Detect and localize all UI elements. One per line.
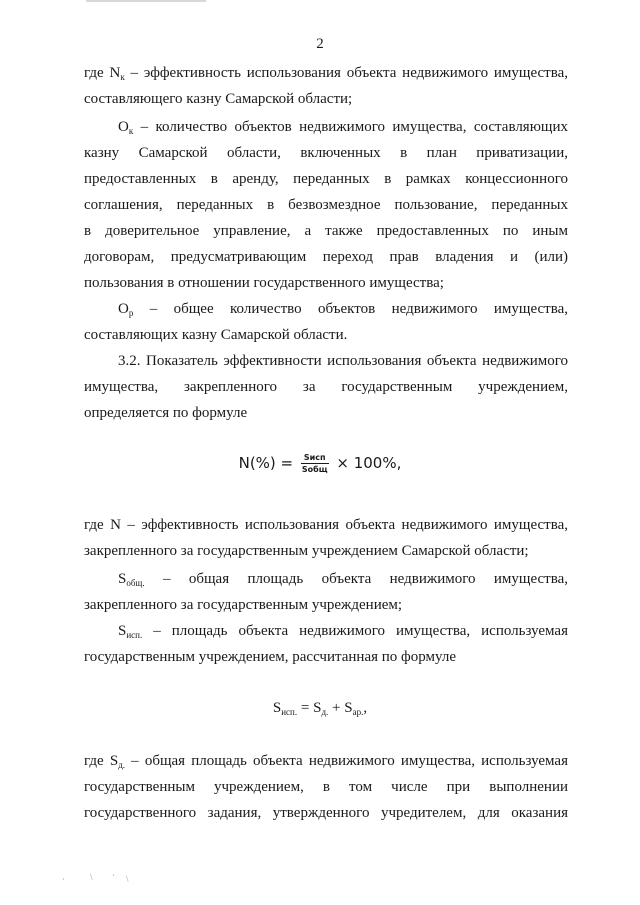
formula-symbol: S [313, 700, 322, 716]
paragraph-line: государственным учреждением, в том числе при выполнении [84, 779, 568, 795]
scan-speck: · [112, 870, 115, 880]
subscript: ар. [352, 707, 364, 717]
paragraph-line: определяется по формуле [84, 405, 248, 421]
text-span: О [118, 301, 129, 317]
subscript: к [128, 126, 134, 136]
paragraph-line: соглашения, переданных в безвозмездное пользование, переданных [84, 197, 568, 213]
formula-fraction [301, 452, 329, 475]
formula-right: × 100%, [336, 454, 402, 472]
paragraph-line: закрепленного за государственным учреждением Самарской области; [84, 543, 529, 559]
text-span: – эффективность использования объекта недвижимого имущества, [124, 65, 568, 81]
paragraph-line: государственного задания, утвержденного учредителем, для оказания [84, 805, 568, 821]
paragraph-line: закрепленного за государственным учреждением; [84, 597, 403, 613]
text-span: – общее количество объектов недвижимого имущества, [133, 301, 568, 317]
efficiency-formula [0, 452, 640, 475]
subscript: д. [118, 760, 126, 770]
paragraph-line: в доверительное управление, а также предоставленных по иным [84, 223, 568, 239]
paragraph-line: составляющего казну Самарской области; [84, 91, 353, 107]
formula-operator: = [297, 700, 314, 716]
paragraph-line: пользования в отношении государственного имущества; [84, 275, 444, 291]
subscript: д. [321, 707, 329, 717]
subscript: общ. [126, 578, 145, 588]
paragraph-line: имущества, закрепленного за государственным учреждением, [84, 379, 568, 395]
text-span: О [118, 119, 129, 135]
formula-operator: + [328, 700, 345, 716]
text-span: – площадь объекта недвижимого имущества, используемая [142, 623, 568, 639]
paragraph-line: договорам, предусматривающим переход прав владения и (или) [84, 249, 568, 265]
paragraph-line [118, 570, 568, 588]
scan-speck: \ [90, 872, 93, 882]
text-span: – количество объектов недвижимого имущества, составляющих [133, 119, 568, 135]
formula-symbol: S [272, 700, 282, 716]
paragraph-line [84, 64, 568, 82]
fraction-denominator: Sобщ [301, 465, 328, 474]
scan-artifact-top [86, 0, 206, 2]
formula-punctuation: , [363, 700, 368, 716]
fraction-numerator: Sисп [301, 452, 329, 464]
paragraph-line [118, 300, 568, 318]
formula-left: N(%) = [238, 454, 294, 472]
paragraph-line: государственным учреждением, рассчитанная по формуле [84, 649, 457, 665]
paragraph-line: где N – эффективность использования объекта недвижимого имущества, [84, 517, 568, 533]
subscript: исп. [126, 630, 143, 640]
text-span: S [118, 623, 127, 639]
paragraph-line [118, 118, 568, 136]
formula-symbol: S [344, 700, 353, 716]
subscript: исп. [281, 707, 298, 717]
scan-speck: \ [126, 874, 129, 884]
scan-speck: · [62, 874, 65, 884]
text-span: где N [84, 65, 121, 81]
page-number: 2 [316, 36, 324, 52]
subscript: к [120, 72, 125, 82]
paragraph-line: 3.2. Показатель эффективности использования объекта недвижимого [118, 353, 568, 369]
paragraph-line: составляющих казну Самарской области. [84, 327, 348, 343]
subscript: р [128, 308, 134, 318]
text-span: – общая площадь объекта недвижимого имущества, [144, 571, 568, 587]
text-span: – общая площадь объекта недвижимого имущества, используемая [125, 753, 568, 769]
used-area-formula [0, 700, 640, 717]
paragraph-line [118, 622, 568, 640]
text-span: где S [84, 753, 119, 769]
paragraph-line: казну Самарской области, включенных в план приватизации, [84, 145, 568, 161]
paragraph-line [84, 752, 568, 770]
paragraph-line: предоставленных в аренду, переданных в рамках концессионного [84, 171, 568, 187]
text-span: S [118, 571, 127, 587]
